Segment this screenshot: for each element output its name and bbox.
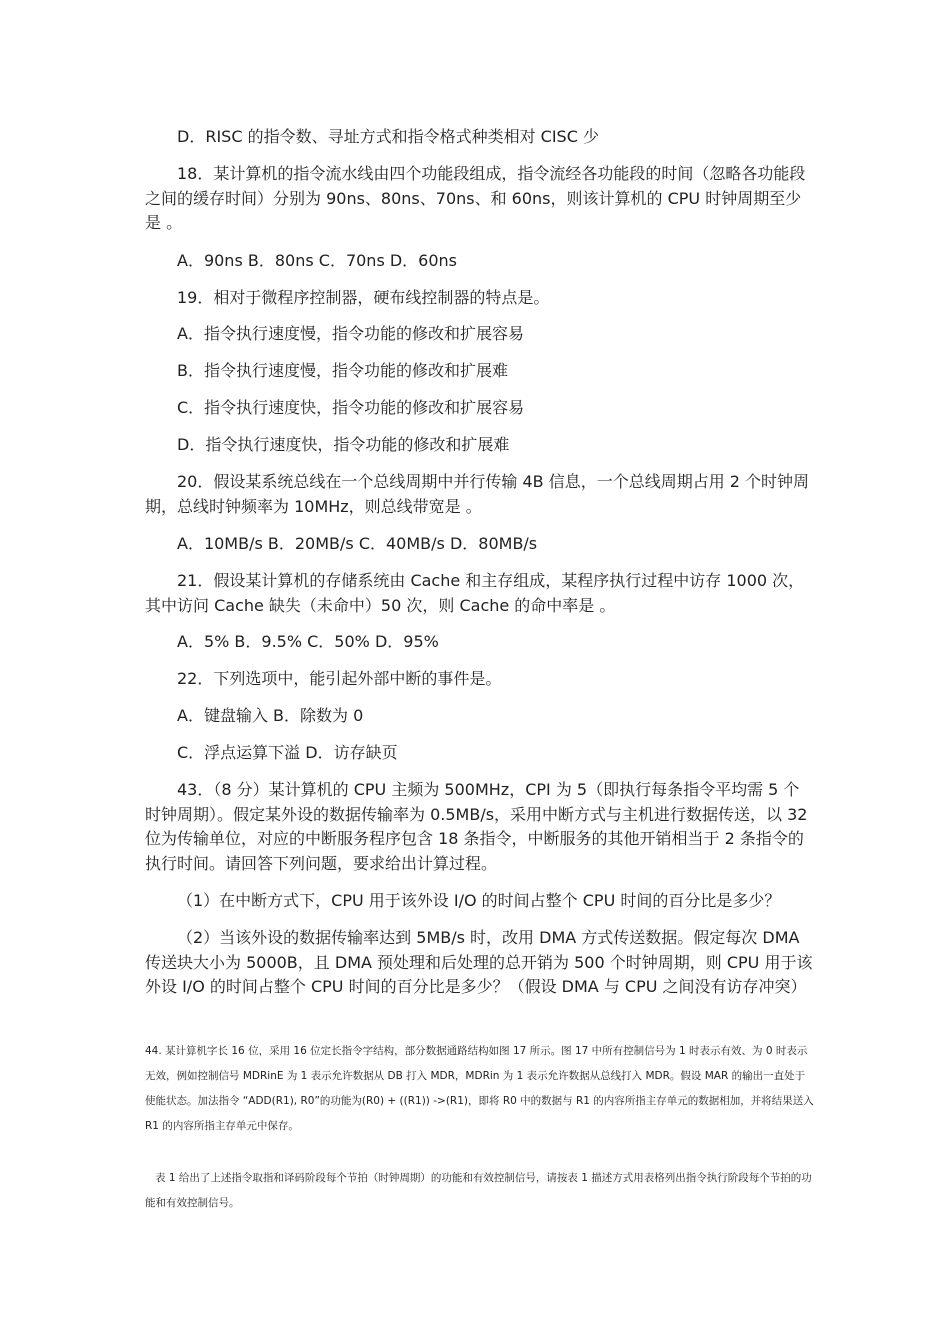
question-20-options: A．10MB/s B．20MB/s C．40MB/s D．80MB/s — [177, 534, 538, 553]
question-19-option-a: A．指令执行速度慢，指令功能的修改和扩展容易 — [177, 324, 524, 343]
question-21: 21．假设某计算机的存储系统由 Cache 和主存组成，某程序执行过程中访存 1000 次，其中访问 Cache 缺失（未命中）50 次，则 Cache 的命中率是 。 — [145, 571, 805, 615]
question-22-options-ab: A．键盘输入 B．除数为 0 — [177, 706, 364, 725]
question-19-option-d: D．指令执行速度快，指令功能的修改和扩展难 — [177, 435, 510, 454]
question-19-option-b: B．指令执行速度慢，指令功能的修改和扩展难 — [177, 361, 508, 380]
question-19-option-c: C．指令执行速度快，指令功能的修改和扩展容易 — [177, 398, 525, 417]
question-22: 22．下列选项中，能引起外部中断的事件是。 — [177, 669, 502, 688]
question-43-part-1: （1）在中断方式下，CPU 用于该外设 I/O 的时间占整个 CPU 时间的百分比是多少？ — [177, 891, 781, 910]
question-18-options: A．90ns B．80ns C．70ns D．60ns — [177, 251, 458, 270]
question-20: 20．假设某系统总线在一个总线周期中并行传输 4B 信息，一个总线周期占用 2 个时钟周期，总线时钟频率为 10MHz，则总线带宽是 。 — [145, 472, 810, 516]
question-43-part-2: （2）当该外设的数据传输率达到 5MB/s 时，改用 DMA 方式传送数据。假定每次 DMA 传送块大小为 5000B，且 DMA 预处理和后处理的总开销为 500 个时钟周期，则 CPU 用于该外设 I/O 的时间占整个 CPU 时间的百分比是多少？（假设 DMA 与 CPU 之间没有访存冲突） — [145, 928, 813, 996]
question-44-table-instruction: 表 1 给出了上述指令取指和译码阶段每个节拍（时钟周期）的功能和有效控制信号，请按表 1 描述方式用表格列出指令执行阶段每个节拍的功能和有效控制信号。 — [145, 1172, 812, 1209]
question-18: 18．某计算机的指令流水线由四个功能段组成，指令流经各功能段的时间（忽略各功能段之间的缓存时间）分别为 90ns、80ns、70ns、和 60ns，则该计算机的 CPU 时钟周期至少是 。 — [145, 164, 806, 232]
question-43: 43．（8 分）某计算机的 CPU 主频为 500MHz，CPI 为 5（即执行每条指令平均需 5 个时钟周期）。假定某外设的数据传输率为 0.5MB/s，采用中断方式与主机进行数据传送，以 32 位为传输单位，对应的中断服务程序包含 18 条指令，中断服务的其他开销相当于 2 条指令的执行时间。请回答下列问题，要求给出计算过程。 — [145, 780, 808, 873]
q17-option-d: D．RISC 的指令数、寻址方式和指令格式种类相对 CISC 少 — [177, 127, 599, 146]
question-22-options-cd: C．浮点运算下溢 D．访存缺页 — [177, 743, 398, 762]
question-19: 19．相对于微程序控制器，硬布线控制器的特点是。 — [177, 288, 550, 307]
question-44: 44. 某计算机字长 16 位，采用 16 位定长指令字结构，部分数据通路结构如图 17 所示。图 17 中所有控制信号为 1 时表示有效、为 0 时表示无效，例如控制信号 MDRinE 为 1 表示允许数据从 DB 打入 MDR，MDRin 为 1 表示允许数据从总线打入 MDR。假设 MAR 的输出一直处于使能状态。加法指令 “ADD(R1), R0”的功能为(R0) + ((R1)) ->(R1)，即将 R0 中的数据与 R1 的内容所指主存单元的数据相加，并将结果送入 R1 的内容所指主存单元中保存。 — [145, 1045, 814, 1132]
question-21-options: A．5% B．9.5% C．50% D．95% — [177, 632, 439, 651]
